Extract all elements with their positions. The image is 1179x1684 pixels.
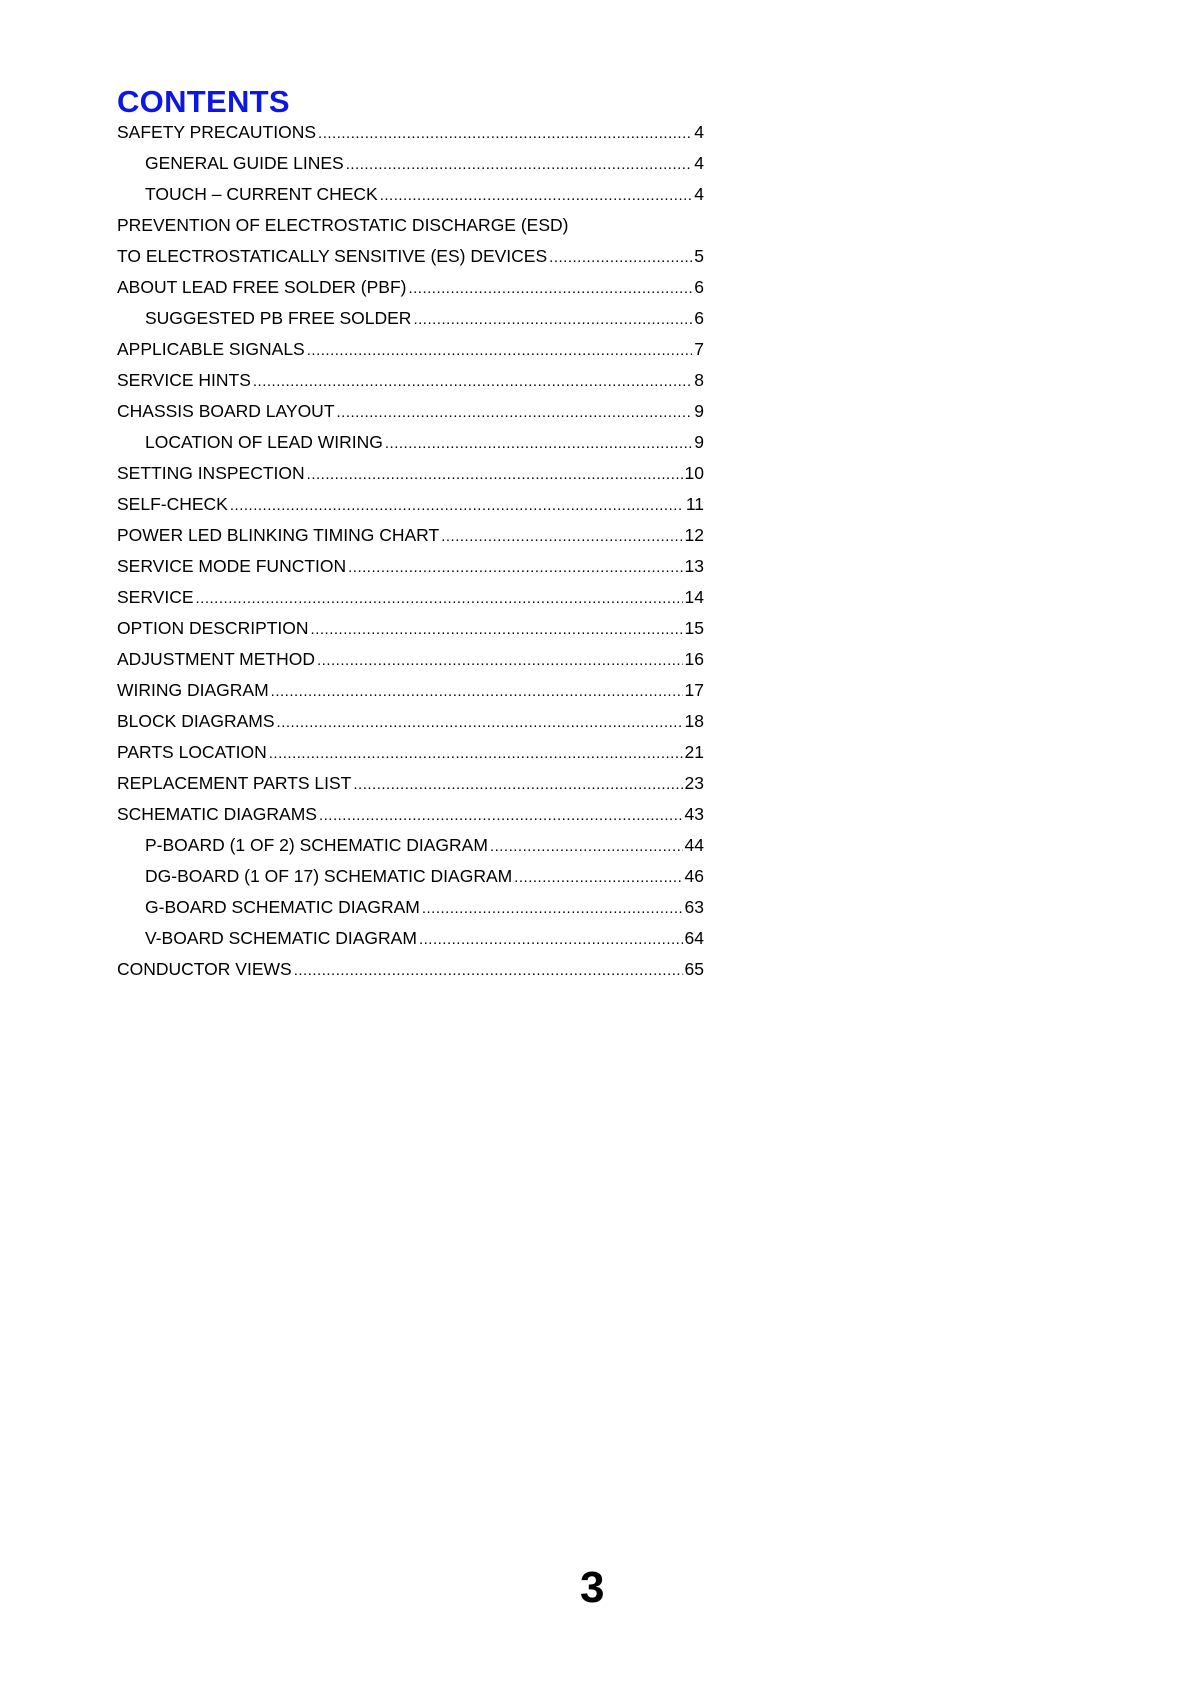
toc-entry: [117, 675, 704, 706]
toc-entry: [117, 272, 704, 303]
toc-entry-page: 13: [684, 556, 704, 576]
dot-leader: [549, 241, 692, 272]
dot-leader: [307, 334, 693, 365]
toc-entry: [117, 458, 704, 489]
toc-entry: [117, 148, 704, 179]
dot-leader: [441, 520, 682, 551]
toc-entry-title: APPLICABLE SIGNALS: [117, 339, 305, 359]
toc-entry: [117, 644, 704, 675]
toc-entry-page: 17: [684, 680, 704, 700]
toc-entry-title: GENERAL GUIDE LINES: [145, 153, 344, 173]
toc-entry-page: 18: [684, 711, 704, 731]
toc-entry-page: 5: [694, 246, 704, 266]
dot-leader: [385, 427, 692, 458]
dot-leader: [419, 923, 683, 954]
table-of-contents: [117, 117, 704, 985]
dot-leader: [422, 892, 683, 923]
toc-entry-title: SERVICE MODE FUNCTION: [117, 556, 347, 576]
page-number: 3: [580, 1563, 605, 1612]
contents-heading: CONTENTS: [117, 84, 290, 119]
dot-leader: [307, 458, 683, 489]
toc-entry-title: CONDUCTOR VIEWS: [117, 959, 292, 979]
toc-entry-title: LOCATION OF LEAD WIRING: [145, 432, 383, 452]
dot-leader: [196, 582, 683, 613]
toc-entry-title: WIRING DIAGRAM: [117, 680, 269, 700]
toc-entry: [117, 551, 704, 582]
toc-entry: [117, 210, 704, 241]
dot-leader: [294, 954, 683, 985]
toc-entry-title: CHASSIS BOARD LAYOUT: [117, 401, 335, 421]
dot-leader: [318, 117, 692, 148]
toc-entry-page: 63: [684, 897, 704, 917]
toc-entry-page: 44: [684, 835, 704, 855]
toc-entry: [117, 303, 704, 334]
toc-entry-page: 65: [684, 959, 704, 979]
toc-entry-title: OPTION DESCRIPTION: [117, 618, 309, 638]
toc-entry-page: 9: [694, 432, 704, 452]
toc-entry-page: 12: [684, 525, 704, 545]
toc-entry-page: 11: [685, 494, 704, 514]
dot-leader: [490, 830, 683, 861]
toc-entry-title: POWER LED BLINKING TIMING CHART: [117, 525, 440, 545]
toc-entry: [117, 520, 704, 551]
toc-entry-title: SUGGESTED PB FREE SOLDER: [145, 308, 412, 328]
toc-entry-title: SAFETY PRECAUTIONS: [117, 122, 317, 142]
toc-entry: [117, 427, 704, 458]
dot-leader: [269, 737, 683, 768]
toc-entry-page: 8: [694, 370, 704, 390]
toc-entry: [117, 892, 704, 923]
dot-leader: [230, 489, 684, 520]
toc-entry: [117, 613, 704, 644]
dot-leader: [514, 861, 682, 892]
toc-entry: [117, 365, 704, 396]
toc-entry-page: 46: [684, 866, 704, 886]
toc-entry: [117, 489, 704, 520]
toc-entry-title: G-BOARD SCHEMATIC DIAGRAM: [145, 897, 420, 917]
toc-entry-title: BLOCK DIAGRAMS: [117, 711, 275, 731]
toc-entry-title: SELF-CHECK: [117, 494, 228, 514]
toc-entry: [117, 396, 704, 427]
toc-entry-page: 4: [694, 184, 704, 204]
dot-leader: [337, 396, 693, 427]
toc-entry-title: TOUCH – CURRENT CHECK: [145, 184, 378, 204]
toc-entry-page: 6: [694, 277, 704, 297]
dot-leader: [346, 148, 693, 179]
dot-leader: [317, 644, 683, 675]
toc-entry-title: P-BOARD (1 OF 2) SCHEMATIC DIAGRAM: [145, 835, 488, 855]
toc-entry-page: 15: [684, 618, 704, 638]
toc-entry-title: REPLACEMENT PARTS LIST: [117, 773, 352, 793]
toc-entry: [117, 830, 704, 861]
dot-leader: [271, 675, 683, 706]
dot-leader: [408, 272, 692, 303]
toc-entry-page: 6: [694, 308, 704, 328]
toc-entry: [117, 799, 704, 830]
toc-entry: [117, 923, 704, 954]
toc-entry: [117, 768, 704, 799]
toc-entry-title: ABOUT LEAD FREE SOLDER (PBF): [117, 277, 407, 297]
toc-entry-page: 14: [684, 587, 704, 607]
toc-entry-title: PREVENTION OF ELECTROSTATIC DISCHARGE (ESD): [117, 215, 569, 235]
toc-entry: [117, 117, 704, 148]
toc-entry: [117, 861, 704, 892]
toc-entry-page: 7: [694, 339, 704, 359]
toc-entry: [117, 737, 704, 768]
toc-entry-title: SERVICE HINTS: [117, 370, 251, 390]
dot-leader: [253, 365, 692, 396]
dot-leader: [413, 303, 692, 334]
toc-entry: [117, 241, 704, 272]
toc-entry-page: 43: [684, 804, 704, 824]
toc-entry-page: 21: [684, 742, 704, 762]
toc-entry-title: SERVICE: [117, 587, 194, 607]
toc-entry: [117, 179, 704, 210]
toc-entry: [117, 954, 704, 985]
dot-leader: [277, 706, 683, 737]
toc-entry: [117, 334, 704, 365]
toc-entry-page: 9: [694, 401, 704, 421]
toc-entry-page: 16: [684, 649, 704, 669]
toc-entry-title: PARTS LOCATION: [117, 742, 267, 762]
dot-leader: [319, 799, 683, 830]
toc-entry-title: DG-BOARD (1 OF 17) SCHEMATIC DIAGRAM: [145, 866, 513, 886]
toc-entry-page: 10: [684, 463, 704, 483]
toc-entry: [117, 706, 704, 737]
toc-entry-page: 64: [684, 928, 704, 948]
dot-leader: [348, 551, 682, 582]
toc-entry-page: 23: [684, 773, 704, 793]
dot-leader: [380, 179, 693, 210]
toc-entry-title: SCHEMATIC DIAGRAMS: [117, 804, 317, 824]
toc-entry-page: 4: [694, 153, 704, 173]
dot-leader: [311, 613, 683, 644]
toc-entry-title: TO ELECTROSTATICALLY SENSITIVE (ES) DEVICES: [117, 246, 548, 266]
dot-leader: [353, 768, 682, 799]
toc-entry-title: V-BOARD SCHEMATIC DIAGRAM: [145, 928, 417, 948]
toc-entry: [117, 582, 704, 613]
toc-entry-title: SETTING INSPECTION: [117, 463, 305, 483]
toc-entry-page: 4: [694, 122, 704, 142]
toc-entry-title: ADJUSTMENT METHOD: [117, 649, 316, 669]
